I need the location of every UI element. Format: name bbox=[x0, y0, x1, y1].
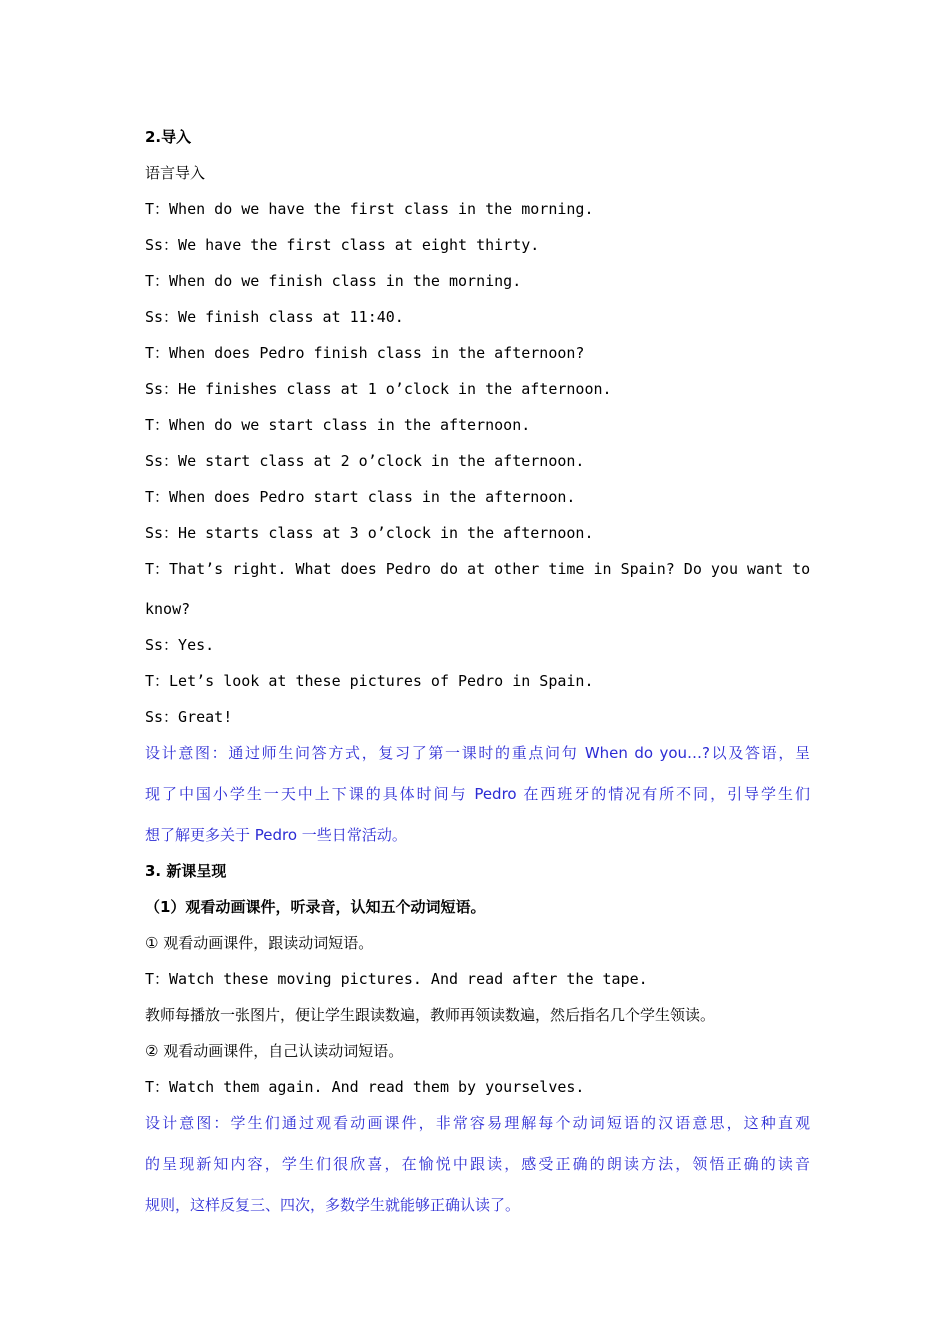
dialogue-line: T：That’s right. What does Pedro do at other time in Spain? Do you want to bbox=[145, 560, 811, 578]
section-2-heading: 2.导入 bbox=[145, 128, 192, 146]
design-note-line: 想了解更多关于 Pedro 一些日常活动。 bbox=[145, 826, 407, 844]
dialogue-line: T：When does Pedro start class in the afternoon. bbox=[145, 488, 576, 506]
dialogue-line: know? bbox=[145, 600, 191, 618]
dialogue-line: Ss：Great! bbox=[145, 708, 233, 726]
sub-step-2-title: ② 观看动画课件，自己认读动词短语。 bbox=[145, 1042, 404, 1060]
dialogue-line: T：When does Pedro finish class in the afternoon? bbox=[145, 344, 585, 362]
teacher-instruction: T：Watch them again. And read them by yourselves. bbox=[145, 1078, 585, 1096]
design-note-line: 设计意图：通过师生问答方式，复习了第一课时的重点问句 When do you…?以及答语，呈 bbox=[145, 744, 810, 762]
step-1-title: （1）观看动画课件，听录音，认知五个动词短语。 bbox=[145, 898, 486, 916]
dialogue-line: T：When do we finish class in the morning. bbox=[145, 272, 522, 290]
dialogue-line: Ss：He finishes class at 1 o’clock in the afternoon. bbox=[145, 380, 612, 398]
design-note-line: 规则，这样反复三、四次，多数学生就能够正确认读了。 bbox=[145, 1196, 521, 1214]
dialogue-line: T：Let’s look at these pictures of Pedro in Spain. bbox=[145, 672, 594, 690]
section-3-heading: 3. 新课呈现 bbox=[145, 862, 227, 880]
design-note-line: 设计意图：学生们通过观看动画课件，非常容易理解每个动词短语的汉语意思，这种直观 bbox=[145, 1114, 810, 1132]
dialogue-line: Ss：Yes. bbox=[145, 636, 215, 654]
dialogue-line: T：When do we have the first class in the morning. bbox=[145, 200, 594, 218]
design-note-line: 现了中国小学生一天中上下课的具体时间与 Pedro 在西班牙的情况有所不同，引导学生们 bbox=[145, 785, 810, 803]
dialogue-line: Ss：We start class at 2 o’clock in the afternoon. bbox=[145, 452, 585, 470]
dialogue-line: Ss：We have the first class at eight thirty. bbox=[145, 236, 540, 254]
dialogue-line: Ss：He starts class at 3 o’clock in the afternoon. bbox=[145, 524, 594, 542]
teacher-instruction: T：Watch these moving pictures. And read after the tape. bbox=[145, 970, 648, 988]
sub-step-1-title: ① 观看动画课件，跟读动词短语。 bbox=[145, 934, 374, 952]
dialogue-line: T：When do we start class in the afternoon. bbox=[145, 416, 531, 434]
design-note-line: 的呈现新知内容，学生们很欣喜，在愉悦中跟读，感受正确的朗读方法，领悟正确的读音 bbox=[145, 1155, 810, 1173]
section-2-subheading: 语言导入 bbox=[145, 164, 206, 182]
dialogue-line: Ss：We finish class at 11:40. bbox=[145, 308, 404, 326]
teaching-description: 教师每播放一张图片，便让学生跟读数遍，教师再领读数遍，然后指名几个学生领读。 bbox=[145, 1006, 716, 1024]
